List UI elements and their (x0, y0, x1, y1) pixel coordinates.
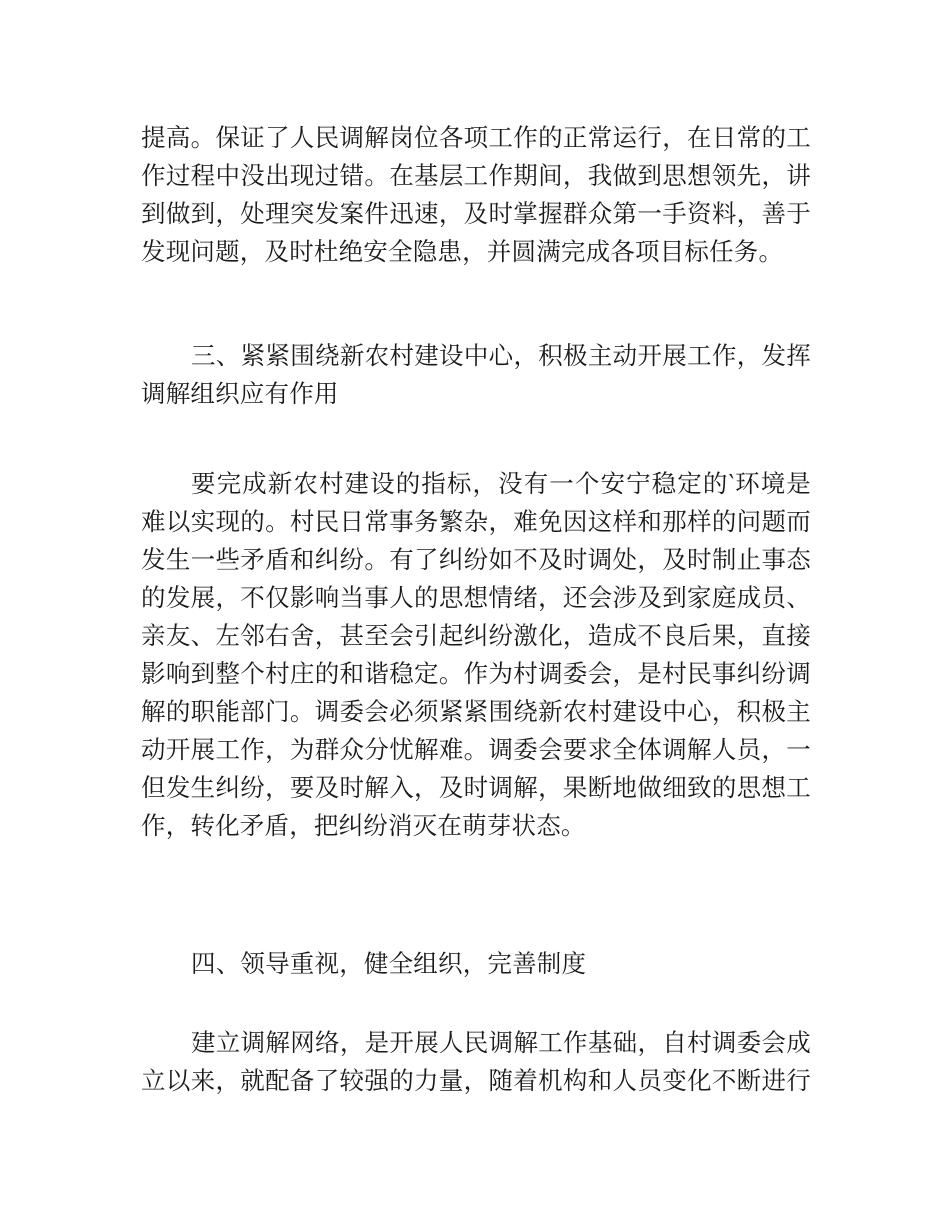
text-line: 发生一些矛盾和纠纷。有了纠纷如不及时调处，及时制止事态 (141, 545, 811, 574)
section-heading-4 (141, 945, 811, 983)
text-line: 亲友、左邻右舍，甚至会引起纠纷激化，造成不良后果，直接 (141, 621, 811, 650)
text-line: 动开展工作，为群众分忧解难。调委会要求全体调解人员，一 (141, 735, 811, 764)
paragraph-body (141, 1024, 811, 1100)
text-line: 发现问题，及时杜绝安全隐患，并圆满完成各项目标任务。 (141, 237, 784, 266)
text-line: 但发生纠纷，要及时解入，及时调解，果断地做细致的思想工 (141, 773, 811, 802)
heading-line: 四、领导重视，健全组织，完善制度 (191, 949, 587, 978)
text-line: 难以实现的。村民日常事务繁杂，难免因这样和那样的问题而 (141, 507, 811, 536)
text-line: 要完成新农村建设的指标，没有一个安宁稳定的‵环境是 (191, 469, 811, 498)
text-line: 建立调解网络，是开展人民调解工作基础，自村调委会成 (191, 1028, 811, 1057)
text-line: 作过程中没出现过错。在基层工作期间，我做到思想领先，讲 (141, 161, 811, 190)
text-line: 作，转化矛盾，把纠纷消灭在萌芽状态。 (141, 811, 586, 840)
text-line: 影响到整个村庄的和谐稳定。作为村调委会，是村民事纠纷调 (141, 659, 811, 688)
text-line: 的发展，不仅影响当事人的思想情绪，还会涉及到家庭成员、 (141, 583, 811, 612)
section-heading-3 (141, 337, 811, 413)
paragraph-body (141, 465, 811, 845)
text-line: 到做到，处理突发案件迅速，及时掌握群众第一手资料，善于 (141, 199, 811, 228)
heading-line: 三、紧紧围绕新农村建设中心，积极主动开展工作，发挥 (191, 341, 811, 370)
heading-line: 调解组织应有作用 (141, 379, 339, 408)
text-line: 立以来，就配备了较强的力量，随着机构和人员变化不断进行 (141, 1066, 811, 1095)
paragraph-continuation (141, 119, 811, 271)
text-line: 提高。保证了人民调解岗位各项工作的正常运行，在日常的工 (141, 123, 811, 152)
text-line: 解的职能部门。调委会必须紧紧围绕新农村建设中心，积极主 (141, 697, 811, 726)
